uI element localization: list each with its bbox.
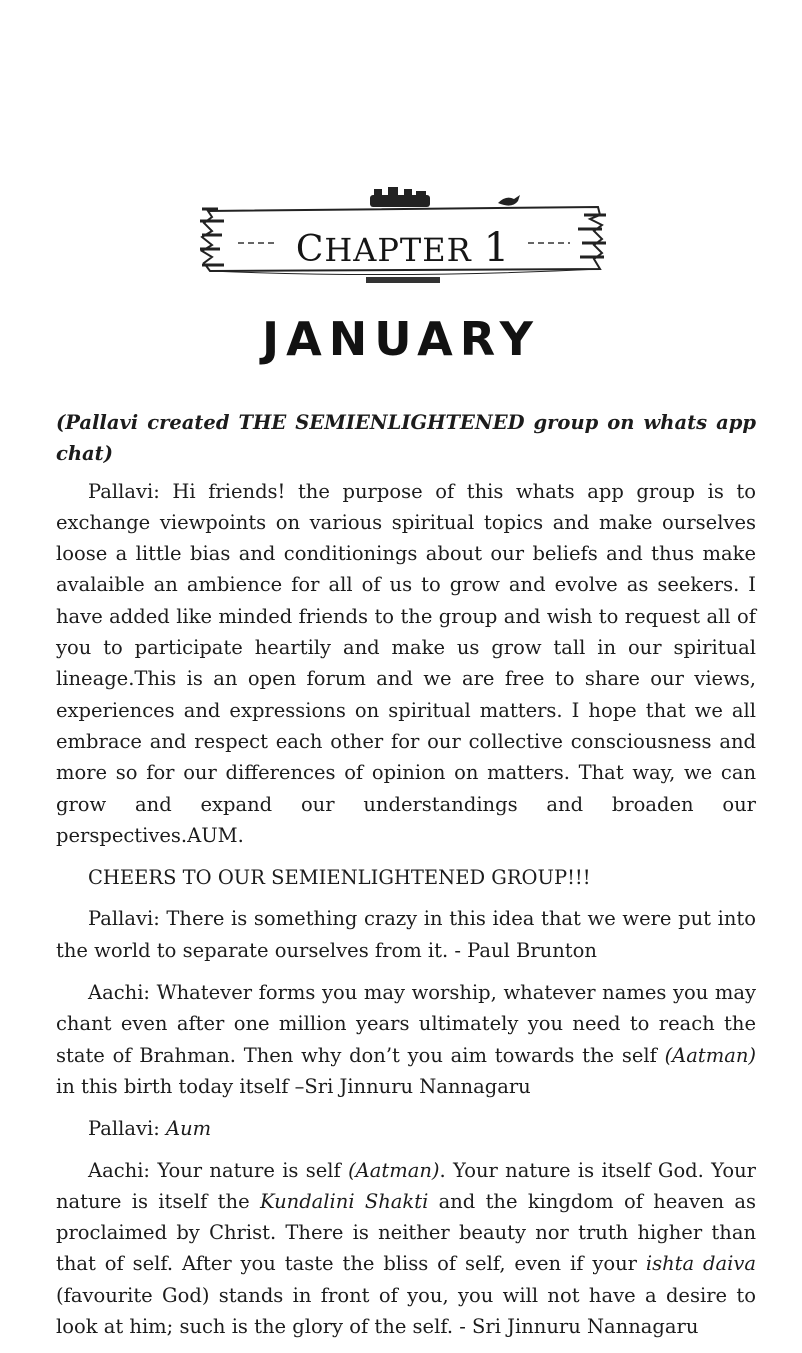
italic-term: Kundalini Shakti: [259, 1189, 429, 1213]
paragraph-text: . Your nature is itself God. Your nature is itself the: [56, 1158, 756, 1213]
paragraph-welcome: Pallavi: Hi friends! the purpose of this whats app group is to exchange viewpoints on various spiritual topics and make ourselves loose a little bias and conditionings about our beliefs and thus make avalaible an ambience for all of us to grow and evolve as seekers. I have added like minded friends to the group and wish to request all of you to participate heartily and make us grow tall in our spiritual lineage.This is an open forum and we are free to share our views, experiences and expressions on spiritual matters. I hope that we all embrace and respect each other for our collective consciousness and more so for our differences of opinion on matters. That way, we can grow and expand our understandings and broaden our perspectives.AUM.: [56, 479, 756, 847]
chapter-banner: [198, 185, 608, 295]
chapter-heading: [198, 225, 608, 271]
italic-term: Aum: [166, 1117, 212, 1141]
paragraph-text: (favourite God) stands in front of you, you will not have a desire to look at him; such is the glory of the self. - Sri Jinnuru Nannagaru: [56, 1283, 756, 1339]
italic-term: ishta daiva: [645, 1252, 757, 1276]
paragraph-aachi-brahman: [56, 977, 756, 1102]
chapter-number: 1: [483, 225, 511, 271]
paragraph-text: Aachi: Your nature is self: [88, 1158, 349, 1182]
chapter-label-initial: C: [295, 229, 325, 270]
month-title: JANUARY: [262, 312, 540, 366]
paragraph-brunton-quote: Pallavi: There is something crazy in this idea that we were put into the world to separate ourselves from it. - Paul Brunton: [56, 907, 756, 962]
italic-term: (Aatman): [348, 1158, 440, 1182]
speaker-name: Pallavi:: [88, 1117, 166, 1141]
paragraph-text: and the kingdom of heaven as proclaimed by Christ. There is neither beauty nor truth higher than that of self. After you taste the bliss of self, even if your: [56, 1189, 756, 1276]
paragraph-aum: [56, 1113, 756, 1144]
cheers-line: CHEERS TO OUR SEMIENLIGHTENED GROUP!!!: [88, 866, 591, 890]
intro-line: (Pallavi created THE SEMIENLIGHTENED group on whats app chat): [56, 411, 756, 466]
italic-term: (Aatman): [664, 1043, 756, 1067]
paragraph-text: in this birth today itself –Sri Jinnuru Nannagaru: [56, 1074, 531, 1098]
chapter-label-rest: HAPTER: [324, 231, 472, 269]
body-text: [56, 407, 756, 1353]
paragraph-aachi-nature: [56, 1155, 756, 1343]
paragraph-text: Aachi: Whatever forms you may worship, whatever names you may chant even after one million years ultimately you need to reach the state of Brahman. Then why don’t you aim towards the self: [56, 981, 756, 1067]
